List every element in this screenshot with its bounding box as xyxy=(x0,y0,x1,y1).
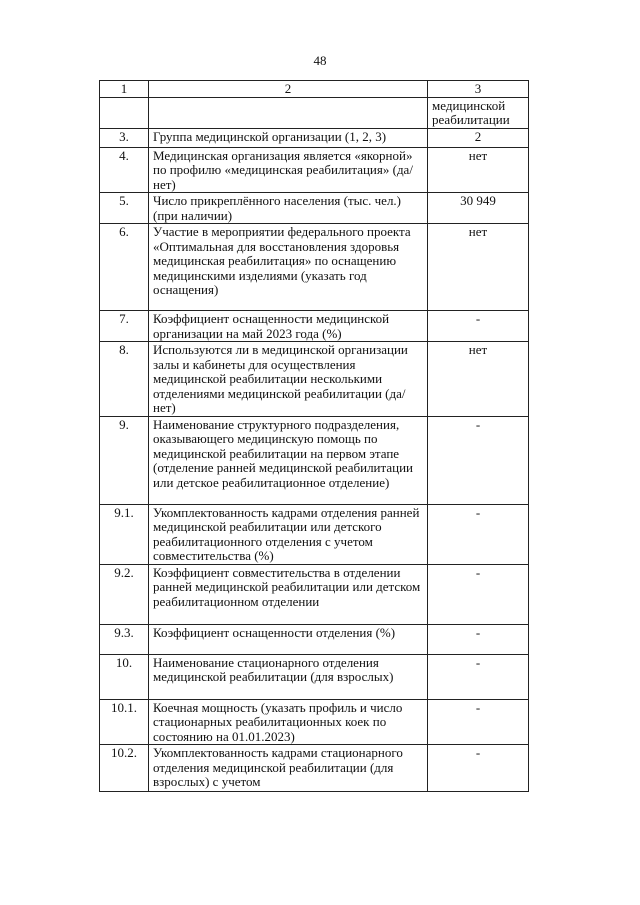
row-name: Используются ли в медицинской организации залы и кабинеты для осуществления медицинской реабилитации несколькими отделениями медицинской реабилитации (да/нет) xyxy=(149,342,428,417)
row-value: - xyxy=(428,654,529,699)
table-row xyxy=(100,564,529,624)
table-row xyxy=(100,224,529,311)
table-row xyxy=(100,311,529,342)
row-number: 7. xyxy=(100,311,149,342)
row-value: нет xyxy=(428,224,529,311)
table-row xyxy=(100,342,529,417)
table-row xyxy=(100,745,529,792)
row-value: - xyxy=(428,699,529,745)
table-row xyxy=(100,504,529,564)
table-row xyxy=(100,699,529,745)
row-number: 4. xyxy=(100,147,149,193)
row-name: Группа медицинской организации (1, 2, 3) xyxy=(149,128,428,147)
row-name: Коэффициент оснащенности медицинской организации на май 2023 года (%) xyxy=(149,311,428,342)
row-value: - xyxy=(428,504,529,564)
row-value: нет xyxy=(428,342,529,417)
row-name: Укомплектованность кадрами отделения ранней медицинской реабилитации или детского реабилитационного отделения с учетом совместительства (%) xyxy=(149,504,428,564)
header-col-2: 2 xyxy=(149,81,428,98)
header-col-1: 1 xyxy=(100,81,149,98)
row-value: - xyxy=(428,311,529,342)
table-row xyxy=(100,97,529,128)
row-name: Наименование стационарного отделения медицинской реабилитации (для взрослых) xyxy=(149,654,428,699)
row-value: - xyxy=(428,564,529,624)
row-name: Число прикреплённого населения (тыс. чел.) (при наличии) xyxy=(149,193,428,224)
row-value: - xyxy=(428,624,529,654)
header-col-3: 3 xyxy=(428,81,529,98)
row-number: 10.1. xyxy=(100,699,149,745)
row-value: 30 949 xyxy=(428,193,529,224)
table-row xyxy=(100,128,529,147)
table-row xyxy=(100,654,529,699)
row-value: нет xyxy=(428,147,529,193)
row-number: 3. xyxy=(100,128,149,147)
row-number: 10.2. xyxy=(100,745,149,792)
table-header-row xyxy=(100,81,529,98)
row-number: 9.2. xyxy=(100,564,149,624)
row-name xyxy=(149,97,428,128)
row-value: - xyxy=(428,416,529,504)
row-number: 9. xyxy=(100,416,149,504)
row-number: 5. xyxy=(100,193,149,224)
row-name: Наименование структурного подразделения, оказывающего медицинскую помощь по медицинской реабилитации на первом этапе (отделение ранней медицинской реабилитации или детское реабилитационное отделение) xyxy=(149,416,428,504)
page-number: 48 xyxy=(313,53,327,68)
row-number: 9.3. xyxy=(100,624,149,654)
table-row xyxy=(100,624,529,654)
row-name: Участие в мероприятии федерального проекта «Оптимальная для восстановления здоровья медицинская реабилитация» по оснащению медицинскими изделиями (указать год оснащения) xyxy=(149,224,428,311)
row-value: - xyxy=(428,745,529,792)
row-name: Укомплектованность кадрами стационарного отделения медицинской реабилитации (для взрослых) с учетом xyxy=(149,745,428,792)
row-number xyxy=(100,97,149,128)
row-name: Коэффициент оснащенности отделения (%) xyxy=(149,624,428,654)
row-number: 6. xyxy=(100,224,149,311)
row-name: Коэффициент совместительства в отделении ранней медицинской реабилитации или детском реабилитационном отделении xyxy=(149,564,428,624)
document-table xyxy=(99,80,529,792)
table-row xyxy=(100,416,529,504)
row-number: 8. xyxy=(100,342,149,417)
table-row xyxy=(100,147,529,193)
row-name: Медицинская организация является «якорной» по профилю «медицинская реабилитация» (да/нет) xyxy=(149,147,428,193)
row-value: медицинской реабилитации xyxy=(428,97,529,128)
row-number: 9.1. xyxy=(100,504,149,564)
row-name: Коечная мощность (указать профиль и число стационарных реабилитационных коек по состоянию на 01.01.2023) xyxy=(149,699,428,745)
row-value: 2 xyxy=(428,128,529,147)
row-number: 10. xyxy=(100,654,149,699)
table-row xyxy=(100,193,529,224)
